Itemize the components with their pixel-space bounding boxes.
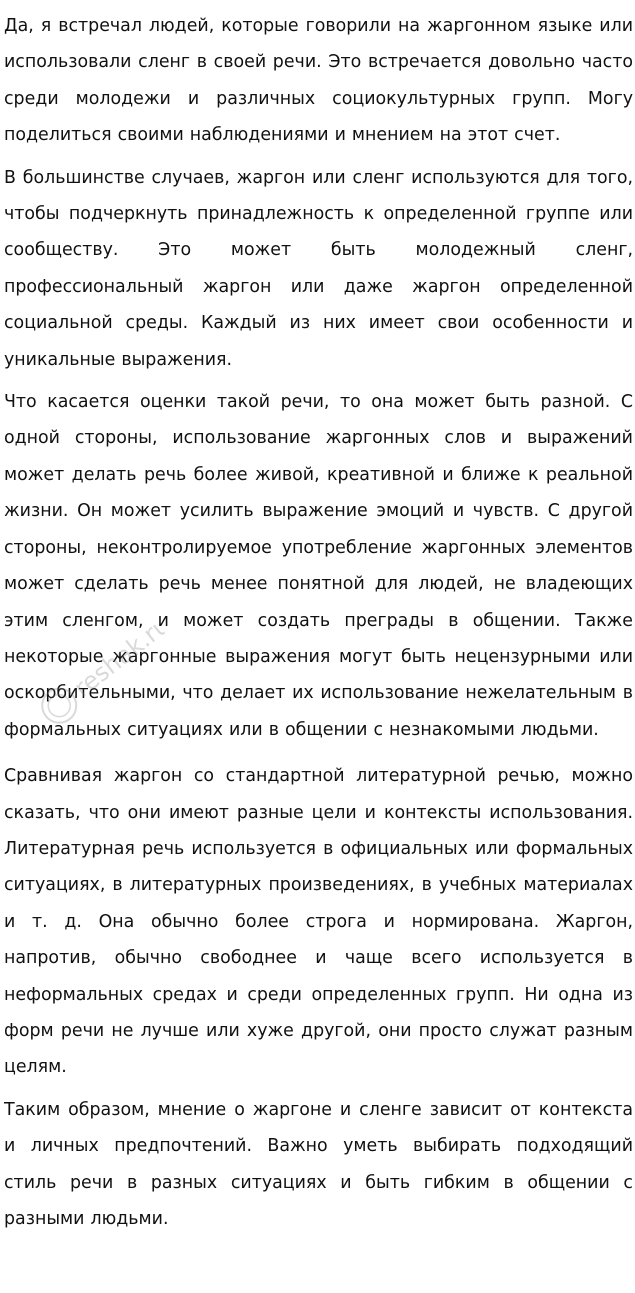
paragraph-2: В большинстве случаев, жаргон или сленг используются для того, чтобы подчеркнуть принадлежность к определенной группе или сообществу. Это может быть молодежный сленг, профессиональный жаргон или даже жаргон определенной социальной среды. Каждый из них имеет свои особенности и уникальные выражения. — [4, 167, 633, 370]
paragraph-1: Да, я встречал людей, которые говорили на жаргонном языке или использовали сленг в своей речи. Это встречается довольно часто среди молодежи и различных социокультурных групп. Могу поделиться своими наблюдениями и мнением на этот счет. — [4, 16, 633, 146]
paragraph-5: Таким образом, мнение о жаргоне и сленге зависит от контекста и личных предпочтений. Важно уметь выбирать подходящий стиль речи в разных ситуациях и быть гибким в общении с разными людьми. — [4, 1099, 633, 1229]
watermark-text: reshak.ru — [68, 610, 176, 703]
paragraph-3: Что касается оценки такой речи, то она может быть разной. С одной стороны, использование жаргонных слов и выражений может делать речь более живой, креативной и ближе к реальной жизни. Он может усилить выражение эмоций и чувств. С другой стороны, неконтролируемое употребление жаргонных элементов может сделать речь менее понятной для людей, не владеющих этим сленгом, и может создать преграды в общении. Также некоторые жаргонные выражения могут быть нецензурными или оскорбительными, что делает их использование нежелательным в формальных ситуациях или в общении с незнакомыми людьми. — [4, 392, 633, 740]
paragraph-4: Сравнивая жаргон со стандартной литературной речью, можно сказать, что они имеют разные цели и контексты использования. Литературная речь используется в официальных или формальных ситуациях, в литературных произведениях, в учебных материалах и т. д. Она обычно более строга и нормирована. Жаргон, напротив, обычно свободнее и чаще всего используется в неформальных средах и среди определенных групп. Ни одна из форм речи не лучше или хуже другой, они просто служат разным целям. — [4, 766, 633, 1078]
